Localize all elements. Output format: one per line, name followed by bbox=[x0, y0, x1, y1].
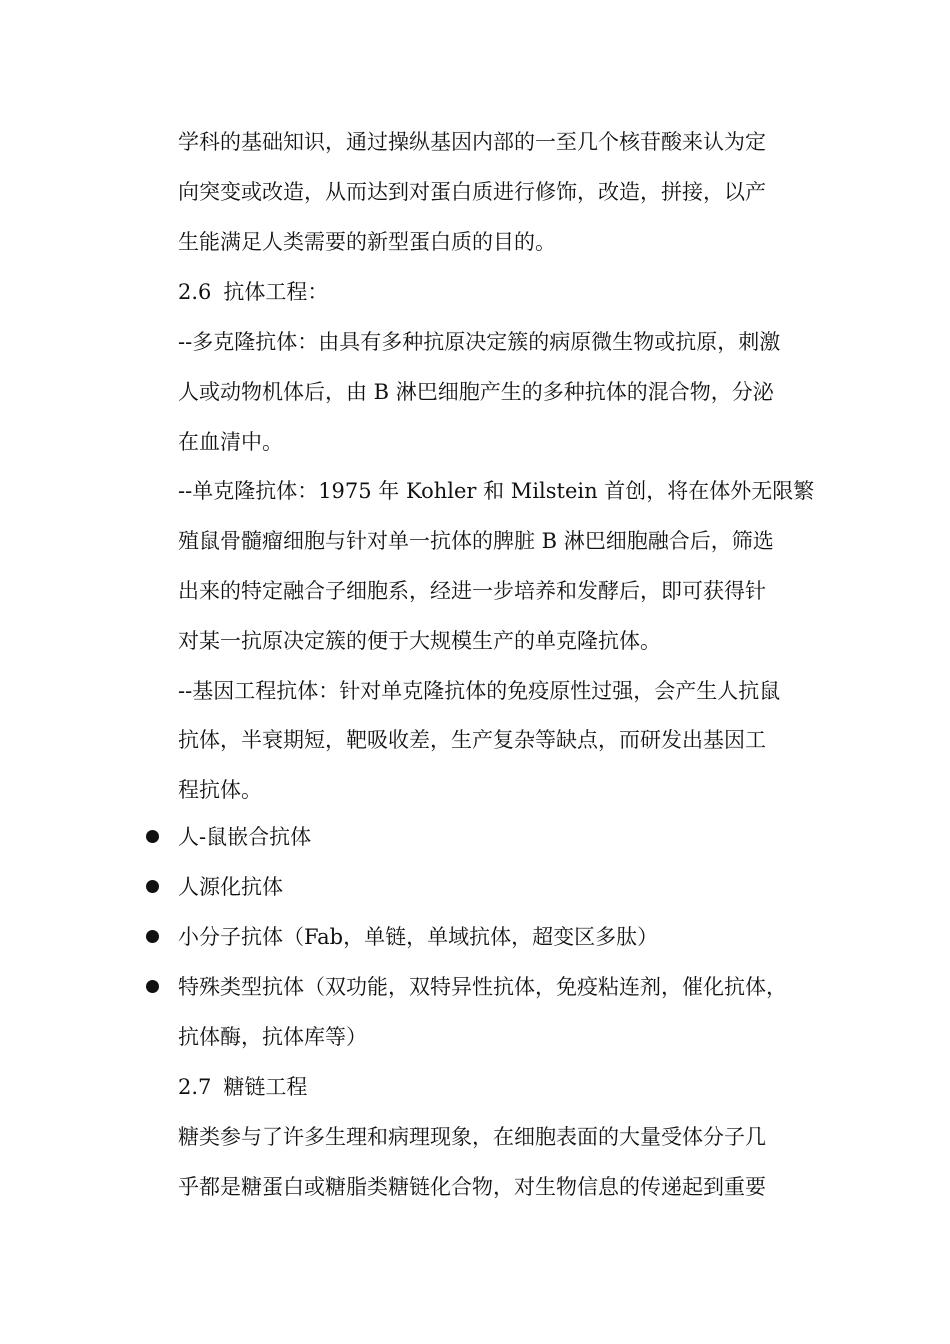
paragraph-line: 向突变或改造，从而达到对蛋白质进行修饰，改造，拼接，以产 bbox=[178, 180, 766, 204]
section-title: 糖链工程 bbox=[223, 1075, 308, 1099]
glyco-line: 乎都是糖蛋白或糖脂类糖链化合物，对生物信息的传递起到重要 bbox=[178, 1175, 766, 1199]
polyclonal-line: 在血清中。 bbox=[178, 430, 283, 454]
polyclonal-line: --多克隆抗体：由具有多种抗原决定簇的病原微生物或抗原，刺激 bbox=[178, 330, 781, 354]
engineered-antibody-line: 程抗体。 bbox=[178, 778, 262, 802]
section-title: 抗体工程： bbox=[223, 280, 329, 304]
engineered-antibody-line: 抗体，半衰期短，靶吸收差，生产复杂等缺点，而研发出基因工 bbox=[178, 728, 766, 752]
bullet-dot-icon bbox=[146, 830, 159, 843]
section-number: 2.7 bbox=[178, 1075, 212, 1099]
bullet-item: 人源化抗体 bbox=[178, 875, 283, 899]
monoclonal-line: 出来的特定融合子细胞系，经进一步培养和发酵后，即可获得针 bbox=[178, 579, 766, 603]
bullet-item-continuation: 抗体酶，抗体库等） bbox=[178, 1025, 367, 1049]
bullet-dot-icon bbox=[146, 930, 159, 943]
engineered-antibody-line: --基因工程抗体：针对单克隆抗体的免疫原性过强，会产生人抗鼠 bbox=[178, 679, 781, 703]
section-heading-2-7 bbox=[178, 1072, 307, 1102]
section-number: 2.6 bbox=[178, 280, 212, 304]
bullet-dot-icon bbox=[146, 880, 159, 893]
bullet-item: 人-鼠嵌合抗体 bbox=[178, 825, 312, 849]
polyclonal-line: 人或动物机体后，由 B 淋巴细胞产生的多种抗体的混合物，分泌 bbox=[178, 380, 774, 404]
monoclonal-line: --单克隆抗体：1975 年 Kohler 和 Milstein 首创，将在体外无限繁 bbox=[178, 479, 815, 503]
monoclonal-line: 殖鼠骨髓瘤细胞与针对单一抗体的脾脏 B 淋巴细胞融合后，筛选 bbox=[178, 529, 774, 553]
monoclonal-line: 对某一抗原决定簇的便于大规模生产的单克隆抗体。 bbox=[178, 629, 661, 653]
bullet-item: 特殊类型抗体（双功能，双特异性抗体，免疫粘连剂，催化抗体， bbox=[178, 975, 787, 999]
glyco-line: 糖类参与了许多生理和病理现象，在细胞表面的大量受体分子几 bbox=[178, 1125, 766, 1149]
bullet-dot-icon bbox=[146, 980, 159, 993]
section-heading-2-6 bbox=[178, 277, 328, 307]
paragraph-line: 生能满足人类需要的新型蛋白质的目的。 bbox=[178, 230, 556, 254]
bullet-item: 小分子抗体（Fab，单链，单域抗体，超变区多肽） bbox=[178, 925, 659, 949]
paragraph-line: 学科的基础知识，通过操纵基因内部的一至几个核苷酸来认为定 bbox=[178, 130, 766, 154]
